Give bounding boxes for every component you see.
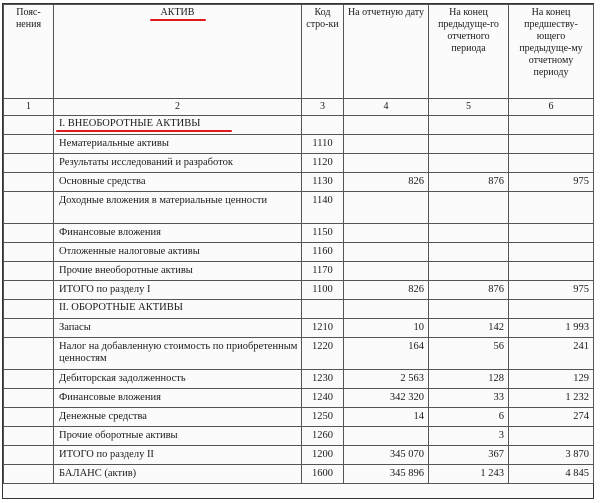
column-number-1: 1 bbox=[4, 99, 54, 116]
header-asset-label: АКТИВ bbox=[160, 7, 195, 18]
row-value-current: 342 320 bbox=[344, 389, 429, 408]
header-prev-period-end: На конец предыдуще-го отчетного периода bbox=[429, 5, 509, 99]
row-value-current: 345 070 bbox=[344, 446, 429, 465]
row-label: Налог на добавленную стоимость по приобретенным ценностям bbox=[54, 338, 302, 370]
row-code: 1600 bbox=[302, 465, 344, 484]
row-value-current bbox=[344, 224, 429, 243]
row-label: Отложенные налоговые активы bbox=[54, 243, 302, 262]
row-value-before-prev: 3 870 bbox=[509, 446, 594, 465]
row-value-prev: 1 243 bbox=[429, 465, 509, 484]
row-label: БАЛАНС (актив) bbox=[54, 465, 302, 484]
row-value-current: 164 bbox=[344, 338, 429, 370]
row-label: Основные средства bbox=[54, 173, 302, 192]
row-value-current bbox=[344, 243, 429, 262]
row-value-current: 826 bbox=[344, 281, 429, 300]
row-value-current: 2 563 bbox=[344, 370, 429, 389]
row-value-current bbox=[344, 154, 429, 173]
row-value-before-prev bbox=[509, 262, 594, 281]
row-code: 1200 bbox=[302, 446, 344, 465]
balance-sheet-asset-table bbox=[3, 4, 594, 484]
row-value-before-prev: 241 bbox=[509, 338, 594, 370]
table-row bbox=[4, 224, 594, 243]
table-row bbox=[4, 389, 594, 408]
row-code: 1220 bbox=[302, 338, 344, 370]
row-code: 1150 bbox=[302, 224, 344, 243]
table-row bbox=[4, 135, 594, 154]
section-2-title: II. ОБОРОТНЫЕ АКТИВЫ bbox=[54, 300, 302, 319]
table-row bbox=[4, 192, 594, 224]
row-value-before-prev bbox=[509, 135, 594, 154]
section-header-row bbox=[4, 300, 594, 319]
header-reporting-date: На отчетную дату bbox=[344, 5, 429, 99]
red-underline-asset bbox=[150, 19, 206, 21]
row-code: 1130 bbox=[302, 173, 344, 192]
column-number-5: 5 bbox=[429, 99, 509, 116]
row-value-prev bbox=[429, 262, 509, 281]
row-value-current bbox=[344, 427, 429, 446]
header-row bbox=[4, 5, 594, 99]
row-value-prev: 876 bbox=[429, 173, 509, 192]
row-label: ИТОГО по разделу II bbox=[54, 446, 302, 465]
row-value-prev: 142 bbox=[429, 319, 509, 338]
header-asset bbox=[54, 5, 302, 99]
row-code: 1170 bbox=[302, 262, 344, 281]
table-row bbox=[4, 427, 594, 446]
row-code: 1100 bbox=[302, 281, 344, 300]
row-value-before-prev: 274 bbox=[509, 408, 594, 427]
row-value-prev: 56 bbox=[429, 338, 509, 370]
balance-sheet-asset-table-frame bbox=[2, 3, 594, 499]
header-line-code: Код стро-ки bbox=[302, 5, 344, 99]
column-number-2: 2 bbox=[54, 99, 302, 116]
row-value-before-prev: 1 993 bbox=[509, 319, 594, 338]
row-value-current bbox=[344, 262, 429, 281]
red-underline-section-1 bbox=[56, 130, 232, 132]
row-value-before-prev: 1 232 bbox=[509, 389, 594, 408]
section-1-title: I. ВНЕОБОРОТНЫЕ АКТИВЫ bbox=[59, 118, 201, 129]
row-label: Прочие оборотные активы bbox=[54, 427, 302, 446]
row-value-prev bbox=[429, 243, 509, 262]
table-row bbox=[4, 408, 594, 427]
row-value-prev: 367 bbox=[429, 446, 509, 465]
row-label: Доходные вложения в материальные ценности bbox=[54, 192, 302, 224]
row-value-before-prev bbox=[509, 192, 594, 224]
row-value-current: 10 bbox=[344, 319, 429, 338]
table-row bbox=[4, 154, 594, 173]
row-label: Денежные средства bbox=[54, 408, 302, 427]
row-label: Финансовые вложения bbox=[54, 389, 302, 408]
row-code: 1160 bbox=[302, 243, 344, 262]
row-value-prev: 876 bbox=[429, 281, 509, 300]
row-value-prev bbox=[429, 135, 509, 154]
table-row-balance bbox=[4, 465, 594, 484]
row-value-before-prev: 129 bbox=[509, 370, 594, 389]
row-value-prev: 128 bbox=[429, 370, 509, 389]
row-value-prev bbox=[429, 154, 509, 173]
column-number-row bbox=[4, 99, 594, 116]
row-label: Нематериальные активы bbox=[54, 135, 302, 154]
row-code: 1250 bbox=[302, 408, 344, 427]
row-value-before-prev: 975 bbox=[509, 281, 594, 300]
row-code: 1260 bbox=[302, 427, 344, 446]
row-value-prev: 33 bbox=[429, 389, 509, 408]
row-value-current: 826 bbox=[344, 173, 429, 192]
row-value-current bbox=[344, 135, 429, 154]
table-row bbox=[4, 338, 594, 370]
column-number-6: 6 bbox=[509, 99, 594, 116]
row-label: ИТОГО по разделу I bbox=[54, 281, 302, 300]
table-row-total-section-2 bbox=[4, 446, 594, 465]
row-value-before-prev bbox=[509, 243, 594, 262]
row-label: Финансовые вложения bbox=[54, 224, 302, 243]
column-number-3: 3 bbox=[302, 99, 344, 116]
row-value-prev: 6 bbox=[429, 408, 509, 427]
table-row bbox=[4, 370, 594, 389]
row-value-before-prev bbox=[509, 154, 594, 173]
row-value-before-prev: 4 845 bbox=[509, 465, 594, 484]
row-value-current: 14 bbox=[344, 408, 429, 427]
row-value-prev bbox=[429, 224, 509, 243]
section-header-row bbox=[4, 116, 594, 135]
row-label: Запасы bbox=[54, 319, 302, 338]
column-number-4: 4 bbox=[344, 99, 429, 116]
header-explanations: Пояс-нения bbox=[4, 5, 54, 99]
row-code: 1210 bbox=[302, 319, 344, 338]
header-before-prev-period-end: На конец предшеству-ющего предыдуще-му отчетному периоду bbox=[509, 5, 594, 99]
row-code: 1230 bbox=[302, 370, 344, 389]
row-value-prev: 3 bbox=[429, 427, 509, 446]
row-value-current: 345 896 bbox=[344, 465, 429, 484]
row-label: Прочие внеоборотные активы bbox=[54, 262, 302, 281]
table-row bbox=[4, 319, 594, 338]
row-label: Результаты исследований и разработок bbox=[54, 154, 302, 173]
row-code: 1140 bbox=[302, 192, 344, 224]
table-row bbox=[4, 262, 594, 281]
section-1-title-cell bbox=[54, 116, 302, 135]
row-code: 1110 bbox=[302, 135, 344, 154]
row-value-before-prev bbox=[509, 224, 594, 243]
row-value-before-prev: 975 bbox=[509, 173, 594, 192]
row-value-prev bbox=[429, 192, 509, 224]
row-code: 1120 bbox=[302, 154, 344, 173]
table-row-total-section-1 bbox=[4, 281, 594, 300]
row-label: Дебиторская задолженность bbox=[54, 370, 302, 389]
row-code: 1240 bbox=[302, 389, 344, 408]
table-row bbox=[4, 243, 594, 262]
table-row bbox=[4, 173, 594, 192]
row-value-before-prev bbox=[509, 427, 594, 446]
row-value-current bbox=[344, 192, 429, 224]
